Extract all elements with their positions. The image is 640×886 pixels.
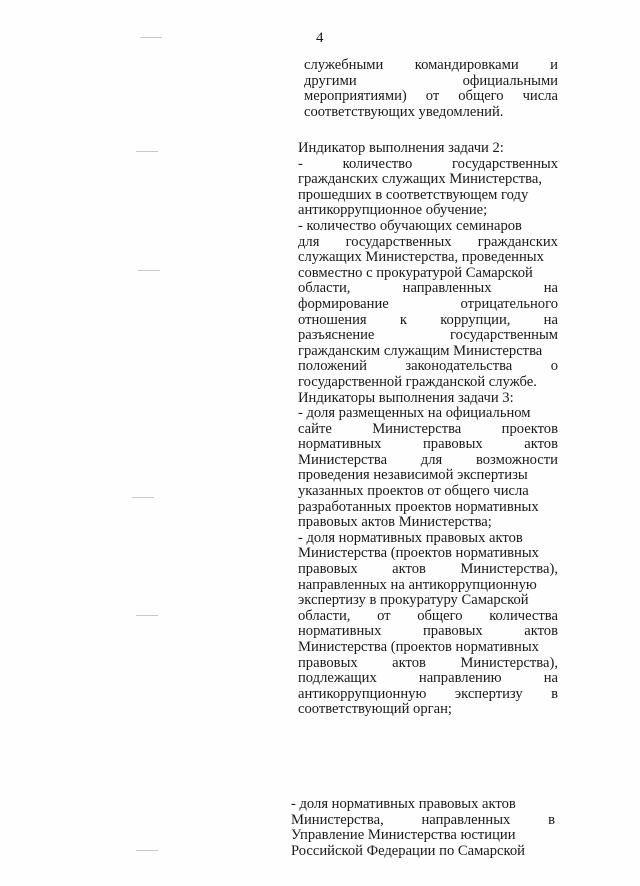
text-word: правовых <box>423 436 483 453</box>
text-line <box>291 813 555 829</box>
text-word: формирование <box>298 295 389 312</box>
text-word: направленных <box>402 280 492 297</box>
text-word: Министерства <box>298 451 388 468</box>
text-word: на <box>543 311 558 328</box>
text-word: коррупции, <box>440 311 511 328</box>
text-word: мероприятиями) <box>304 88 407 105</box>
text-word: числа <box>522 88 558 105</box>
text-word: проектов <box>501 420 558 437</box>
text-line: Российской Федерации по Самарской <box>291 842 525 859</box>
text-word: правовых <box>298 561 358 578</box>
text-word: экспертизу <box>454 685 523 702</box>
text-word: командировками <box>414 57 519 73</box>
text-line: экспертизу в прокуратуру Самарской <box>298 592 529 609</box>
scan-artifact <box>138 270 160 271</box>
text-word: - <box>298 155 303 172</box>
text-word: Министерства), <box>460 654 558 671</box>
text-line: гражданским служащим Министерства <box>298 342 543 359</box>
text-word: для <box>420 451 443 468</box>
text-line <box>298 297 558 313</box>
text-word: на <box>543 280 558 297</box>
text-line <box>298 687 558 703</box>
text-line: соответствующий орган; <box>298 701 452 718</box>
text-line: Индикатор выполнения задачи 2: <box>298 140 504 156</box>
text-word: возможности <box>475 451 558 468</box>
text-line: разработанных проектов нормативных <box>298 498 539 515</box>
text-word: в <box>551 685 558 702</box>
page-number: 4 <box>316 30 324 46</box>
text-word: правовых <box>423 623 483 640</box>
text-word: государственным <box>450 327 558 344</box>
text-line: - доля размещенных на официальном <box>298 405 531 422</box>
text-word: общего <box>417 607 463 624</box>
text-line <box>298 157 558 173</box>
text-line <box>298 422 558 438</box>
text-line <box>304 89 558 105</box>
text-word: актов <box>524 436 558 453</box>
text-line: государственной гражданской службе. <box>298 373 537 390</box>
text-word: актов <box>524 623 558 640</box>
text-word: служебными <box>304 57 384 73</box>
text-word: от <box>425 88 440 105</box>
text-line: совместно с прокуратурой Самарской <box>298 264 533 281</box>
text-word: другими <box>304 72 357 89</box>
paragraph-block-1 <box>304 58 558 120</box>
text-word: области, <box>298 280 351 297</box>
text-line <box>298 235 558 251</box>
text-word: актов <box>392 654 426 671</box>
text-word: к <box>399 311 407 328</box>
text-word: антикоррупционную <box>298 685 427 702</box>
text-line: соответствующих уведомлений. <box>304 103 504 120</box>
text-word: количество <box>342 155 413 172</box>
text-line: Министерства (проектов нормативных <box>298 545 539 562</box>
text-word: отношения <box>298 311 367 328</box>
text-word: отрицательного <box>460 295 558 312</box>
text-word: от <box>377 607 391 624</box>
text-word: для <box>298 233 320 250</box>
scan-artifact <box>136 151 158 152</box>
text-word: государственных <box>451 155 558 172</box>
text-word: государственных <box>345 233 452 250</box>
text-line <box>298 624 558 640</box>
text-line <box>304 74 558 90</box>
text-word: направлению <box>418 670 502 687</box>
paragraph-block-2 <box>298 141 558 718</box>
text-word: правовых <box>298 654 358 671</box>
text-word: нормативных <box>298 436 382 453</box>
text-line: Министерства (проектов нормативных <box>298 639 539 655</box>
text-word: актов <box>392 561 426 578</box>
text-word: Министерства), <box>460 561 558 578</box>
text-line: - количество обучающих семинаров <box>298 217 522 234</box>
text-word: количества <box>489 607 558 624</box>
text-line: указанных проектов от общего числа <box>298 483 529 500</box>
text-line <box>298 281 558 297</box>
text-word: Министерства <box>372 420 462 437</box>
text-line <box>298 437 558 453</box>
text-word: подлежащих <box>298 670 377 687</box>
text-line: проведения независимой экспертизы <box>298 467 528 484</box>
text-line: Индикаторы выполнения задачи 3: <box>298 389 514 406</box>
text-word: о <box>550 358 558 375</box>
text-line: антикоррупционное обучение; <box>298 202 488 219</box>
scan-artifact <box>136 615 158 616</box>
paragraph-block-3 <box>291 797 555 859</box>
text-word: законодательства <box>405 358 513 375</box>
text-line: - доля нормативных правовых актов <box>298 529 523 546</box>
text-word: в <box>548 811 555 828</box>
text-line <box>298 656 558 672</box>
text-word: Министерства, <box>291 811 384 828</box>
text-word: разъяснение <box>298 327 375 344</box>
text-line: прошедших в соответствующем году <box>298 186 529 203</box>
text-line: служащих Министерства, проведенных <box>298 249 544 266</box>
text-line <box>298 562 558 578</box>
text-line: - доля нормативных правовых актов <box>291 796 516 812</box>
text-word: нормативных <box>298 623 382 640</box>
text-word: общего <box>458 88 504 105</box>
text-word: сайте <box>298 420 332 437</box>
text-line: правовых актов Министерства; <box>298 514 492 531</box>
scan-artifact <box>140 37 162 38</box>
text-word: области, <box>298 607 351 624</box>
text-word: положений <box>298 358 367 375</box>
text-line: гражданских служащих Министерства, <box>298 171 543 188</box>
text-line <box>298 359 558 375</box>
text-line: направленных на антикоррупционную <box>298 576 537 593</box>
scan-artifact <box>136 850 158 851</box>
text-word: гражданских <box>477 233 558 250</box>
text-word: и <box>550 57 558 73</box>
text-line: Управление Министерства юстиции <box>291 827 516 844</box>
text-word: направленных <box>421 811 511 828</box>
text-line <box>298 453 558 469</box>
text-word: на <box>543 670 558 687</box>
text-line <box>298 328 558 344</box>
text-line <box>298 671 558 687</box>
text-word: официальными <box>462 72 558 89</box>
text-line <box>298 609 558 625</box>
text-line <box>304 58 558 74</box>
scan-artifact <box>132 497 154 498</box>
text-line <box>298 313 558 329</box>
